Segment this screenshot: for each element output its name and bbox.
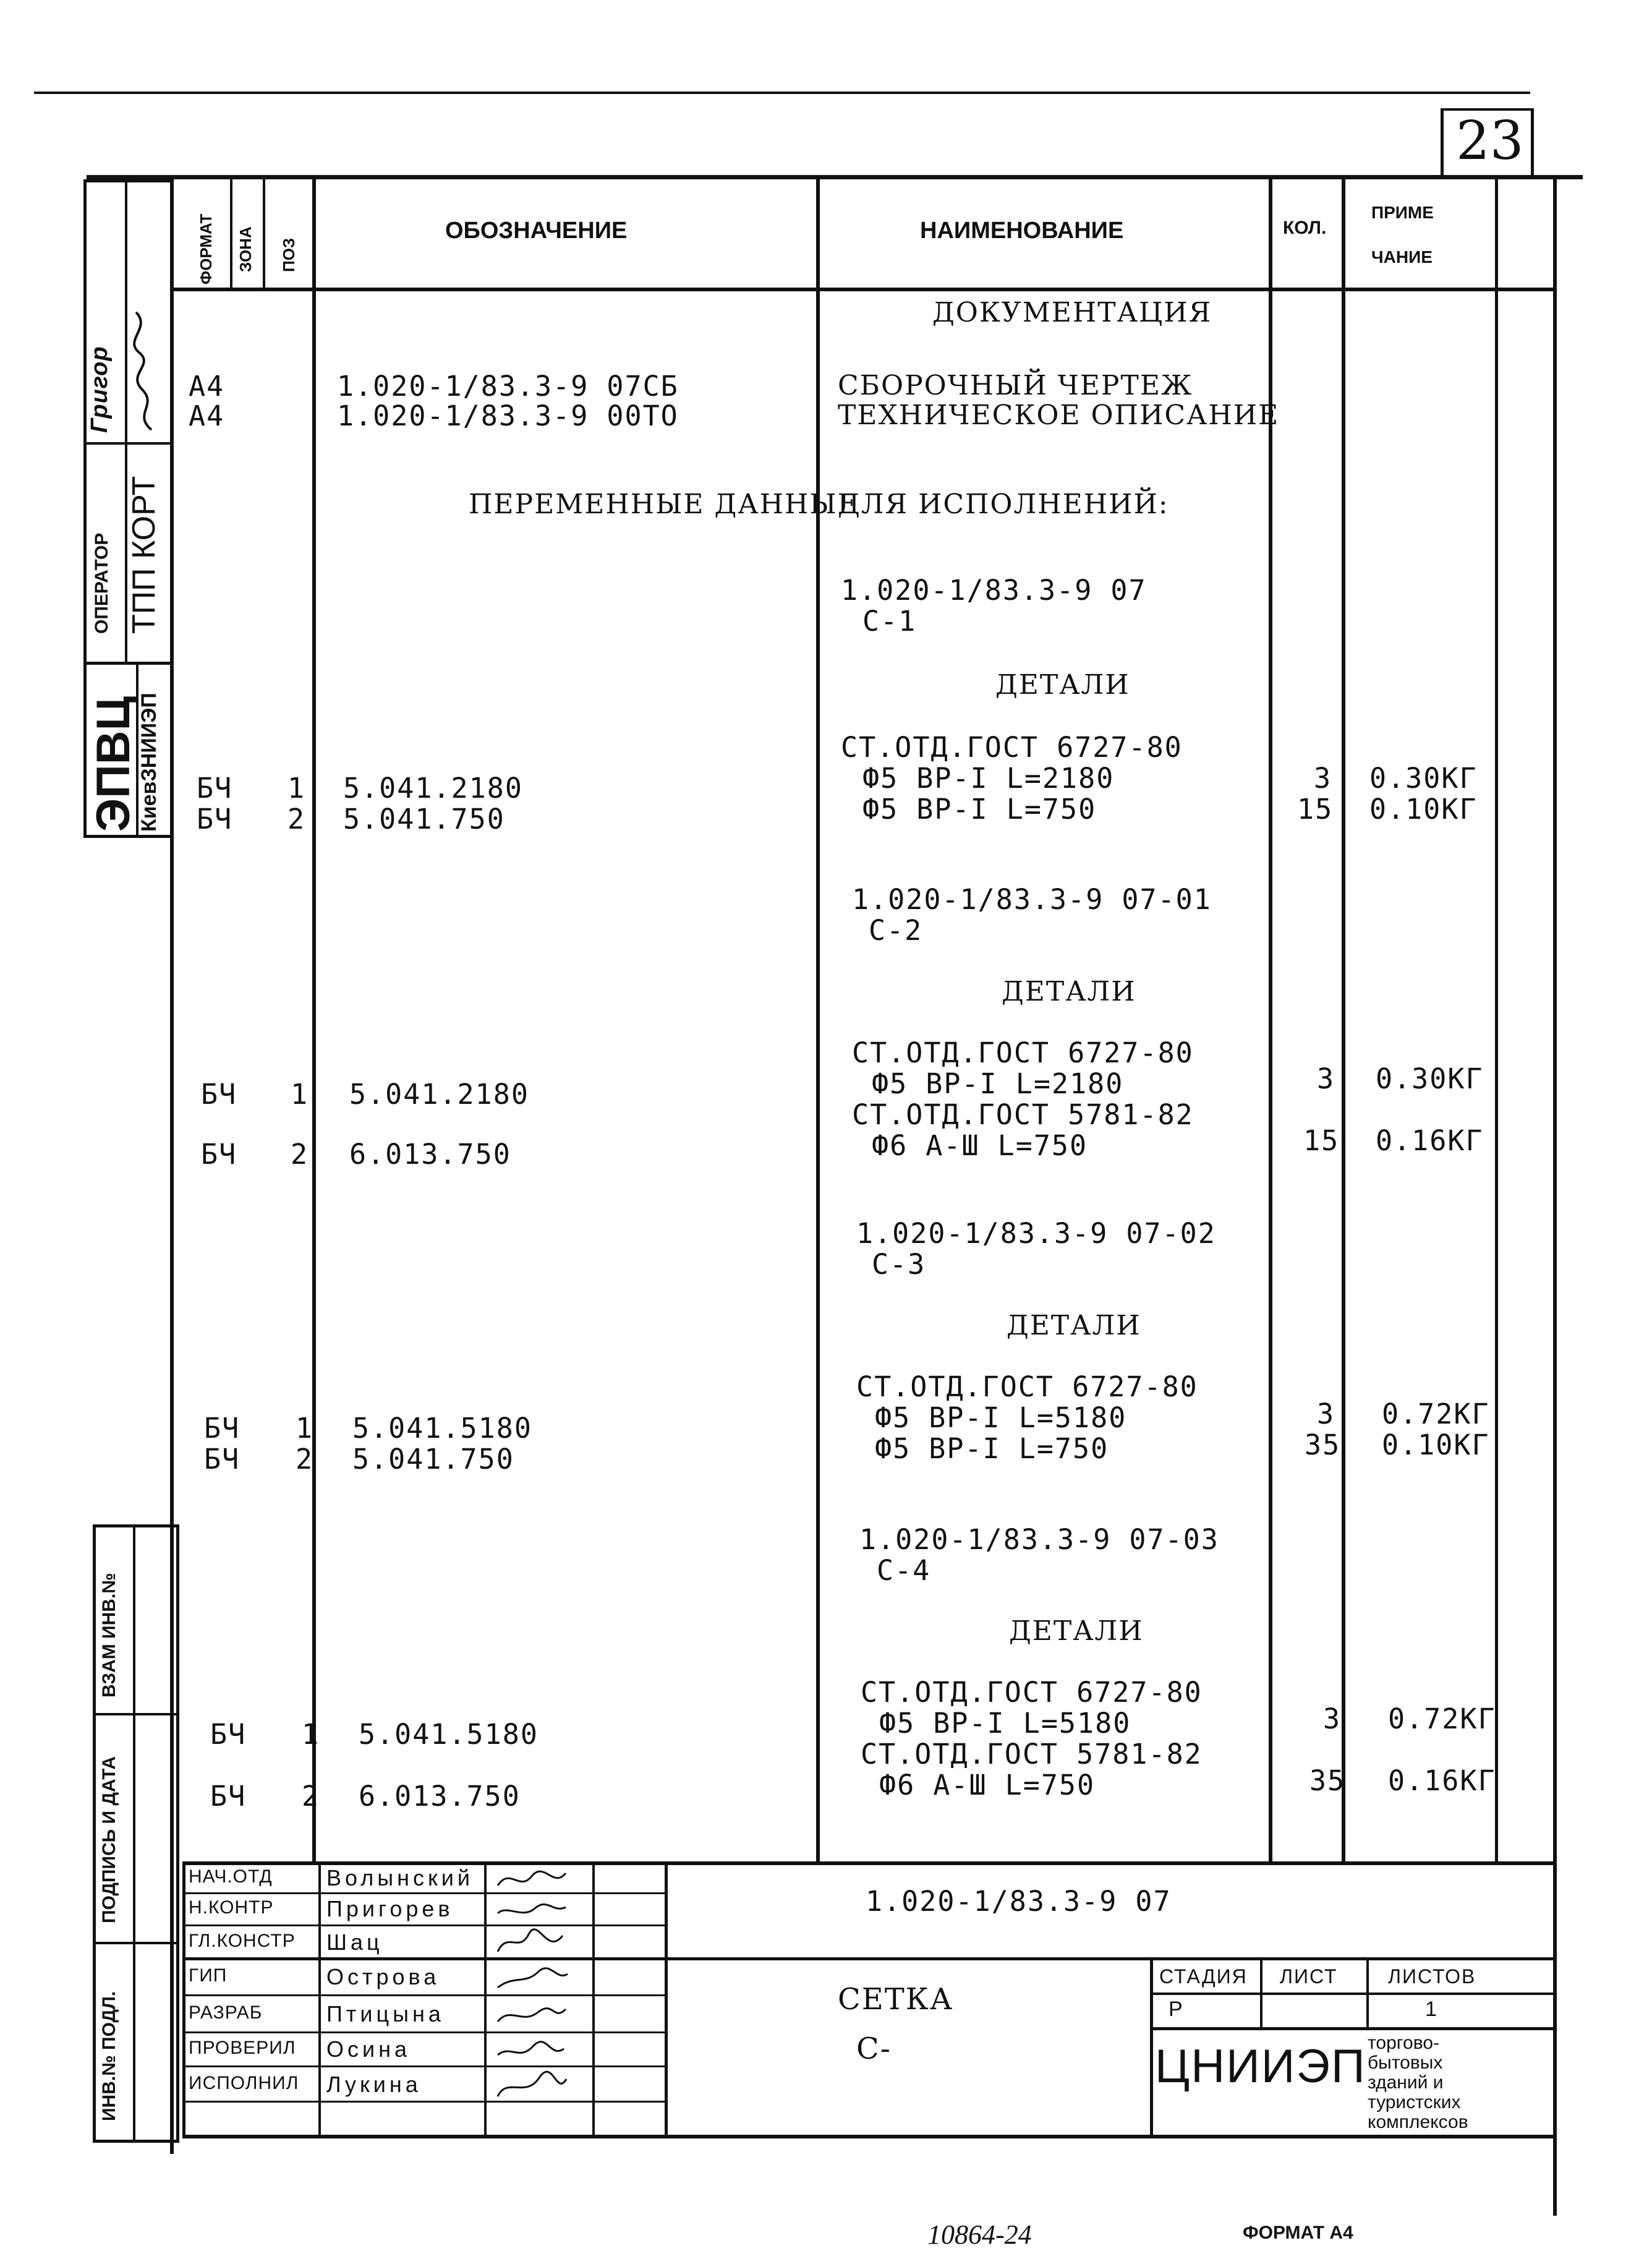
- title-role-label: ИСПОЛНИЛ: [189, 2073, 299, 2093]
- group-4-row-2-name: Ф6 А-Ш L=750: [879, 1769, 1096, 1801]
- side-inv-orig: ИНВ.№ ПОДЛ.: [99, 1991, 119, 2121]
- doc-row-1-format: А4: [189, 370, 225, 403]
- signature-icon: [495, 2035, 569, 2065]
- group-1-row-1-qty: 3: [1314, 762, 1332, 795]
- signature-icon: [495, 2070, 569, 2100]
- section-variable: ПЕРЕМЕННЫЕ ДАННЫЕ: [469, 489, 859, 520]
- group-2-details: ДЕТАЛИ: [1002, 976, 1136, 1007]
- title-role-label: ГИП: [189, 1965, 228, 1986]
- group-4-gost-2: СТ.ОТД.ГОСТ 5781-82: [861, 1738, 1203, 1770]
- org-desc-line: зданий и: [1368, 2072, 1444, 2093]
- doc-row-2-format: А4: [189, 399, 225, 432]
- group-4-row-1-desig: 5.041.5180: [359, 1718, 539, 1751]
- group-4-row-1-name: Ф5 ВР-I L=5180: [879, 1707, 1131, 1740]
- group-2-row-1-name: Ф5 ВР-I L=2180: [872, 1067, 1124, 1100]
- col-line-qty: [1342, 175, 1345, 1863]
- frame-bottom: [182, 2135, 1555, 2138]
- header-bottom: [170, 288, 1555, 291]
- group-1-row-1-pos: 1: [287, 772, 306, 805]
- title-role-label: ГЛ.КОНСТР: [189, 1931, 296, 1951]
- section-for-versions: ДЛЯ ИСПОЛНЕНИЙ:: [838, 489, 1169, 520]
- header-note-2: ЧАНИЕ: [1371, 247, 1433, 267]
- title-role-person: Птицына: [326, 2001, 445, 2027]
- title-role-person: Волынский: [326, 1865, 474, 1890]
- title-block-title: СЕТКА: [838, 1982, 954, 2017]
- side-operator: ОПЕРАТОР: [92, 532, 112, 634]
- side-sign-date: ПОДПИСЬ И ДАТА: [99, 1756, 119, 1923]
- group-4-row-2-desig: 6.013.750: [359, 1780, 521, 1813]
- doc-row-2-name: ТЕХНИЧЕСКОЕ ОПИСАНИЕ: [838, 399, 1280, 431]
- group-2-row-2-fmt: БЧ: [201, 1138, 237, 1171]
- group-1-row-2-qty: 15: [1297, 793, 1334, 826]
- frame-top: [87, 175, 1583, 179]
- footer-format: ФОРМАТ А4: [1243, 2223, 1353, 2243]
- org-desc-line: бытовых: [1368, 2052, 1443, 2073]
- doc-row-1-designation: 1.020-1/83.3-9 07СБ: [337, 370, 679, 403]
- org-desc-line: туристских: [1368, 2092, 1461, 2112]
- group-1-row-2-fmt: БЧ: [197, 803, 233, 835]
- signature-side: [127, 309, 167, 433]
- page-box-left: [1441, 108, 1444, 176]
- group-1-row-2-name: Ф5 ВР-I L=750: [862, 793, 1097, 826]
- group-2-row-2-pos: 2: [291, 1138, 309, 1171]
- section-documentation: ДОКУМЕНТАЦИЯ: [932, 297, 1212, 328]
- group-4-row-1-pos: 1: [302, 1718, 320, 1751]
- group-3-row-1-desig: 5.041.5180: [352, 1412, 532, 1445]
- group-1-row-2-desig: 5.041.750: [343, 803, 505, 835]
- title-role-label: ПРОВЕРИЛ: [189, 2038, 296, 2058]
- group-3-row-1-note: 0.72КГ: [1382, 1398, 1490, 1430]
- org-desc: [1368, 2033, 1553, 2132]
- group-1-row-1-name: Ф5 ВР-I L=2180: [862, 762, 1115, 795]
- group-3-row-1-fmt: БЧ: [204, 1412, 241, 1445]
- group-1-row-2-pos: 2: [287, 803, 306, 835]
- group-2-row-1-fmt: БЧ: [201, 1078, 237, 1111]
- doc-row-2-designation: 1.020-1/83.3-9 00ТО: [337, 399, 679, 432]
- signature-icon: [495, 1895, 569, 1924]
- header-note-1: ПРИМЕ: [1371, 203, 1434, 222]
- header-qty: КОЛ.: [1283, 218, 1327, 238]
- group-4-row-1-fmt: БЧ: [210, 1718, 247, 1751]
- group-3-row-1-qty: 3: [1317, 1398, 1335, 1430]
- title-role-label: РАЗРАБ: [189, 2002, 263, 2023]
- group-1-row-2-note: 0.10КГ: [1369, 793, 1478, 826]
- group-2-row-1-pos: 1: [291, 1078, 309, 1111]
- col-line-zone: [263, 175, 265, 289]
- sheet-label: ЛИСТ: [1280, 1965, 1338, 1988]
- group-2-row-2-note: 0.16КГ: [1376, 1124, 1484, 1157]
- title-block-left: [182, 1861, 185, 2138]
- title-role-person: Шац: [326, 1929, 383, 1955]
- sheets-value: 1: [1425, 1997, 1437, 2021]
- top-rule: [34, 92, 1530, 94]
- group-2-gost-1: СТ.ОТД.ГОСТ 6727-80: [852, 1036, 1194, 1069]
- col-line-note: [1495, 175, 1498, 1863]
- group-3-code: 1.020-1/83.3-9 07-02: [856, 1217, 1216, 1250]
- group-3-row-1-pos: 1: [296, 1412, 314, 1445]
- header-name: НАИМЕНОВАНИЕ: [920, 218, 1124, 244]
- group-4-row-2-fmt: БЧ: [210, 1780, 247, 1813]
- group-3-row-2-fmt: БЧ: [204, 1443, 241, 1476]
- header-zone: ЗОНА: [236, 226, 255, 272]
- signature-icon: [495, 1864, 569, 1894]
- col-line-designation: [816, 175, 820, 1863]
- frame-right: [1553, 175, 1557, 2216]
- header-pos: ПОЗ: [279, 237, 298, 272]
- group-2-row-1-desig: 5.041.2180: [349, 1078, 529, 1111]
- group-3-details: ДЕТАЛИ: [1007, 1310, 1141, 1341]
- group-1-mark: С-1: [862, 605, 917, 638]
- footer-inv-num: 10864-24: [927, 2219, 1032, 2250]
- group-2-mark: С-2: [869, 914, 923, 947]
- group-2-row-1-note: 0.30КГ: [1376, 1062, 1484, 1095]
- title-role-person: Пригорев: [326, 1896, 454, 1921]
- group-1-row-1-desig: 5.041.2180: [343, 772, 523, 805]
- org-desc-line: торгово-: [1368, 2033, 1440, 2053]
- group-2-row-2-qty: 15: [1303, 1124, 1340, 1157]
- group-1-row-1-fmt: БЧ: [197, 772, 233, 805]
- group-4-mark: С-4: [877, 1554, 931, 1587]
- group-4-code: 1.020-1/83.3-9 07-03: [859, 1523, 1219, 1556]
- title-role-person: Лукина: [326, 2072, 422, 2097]
- group-4-row-2-pos: 2: [302, 1780, 320, 1813]
- signature-icon: [495, 1928, 569, 1958]
- page-box-right: [1531, 108, 1534, 176]
- page-number: 23: [1456, 110, 1524, 172]
- group-3-row-1-name: Ф5 ВР-I L=5180: [875, 1401, 1127, 1434]
- group-2-code: 1.020-1/83.3-9 07-01: [852, 883, 1212, 916]
- group-3-row-2-pos: 2: [296, 1443, 314, 1476]
- title-block-subtitle: С-: [856, 2031, 892, 2066]
- title-doc-code: 1.020-1/83.3-9 07: [866, 1885, 1172, 1918]
- title-role-person: Острова: [326, 1964, 440, 1989]
- sheets-label: ЛИСТОВ: [1388, 1965, 1476, 1988]
- group-2-row-2-name: Ф6 А-Ш L=750: [872, 1129, 1088, 1162]
- group-2-row-2-desig: 6.013.750: [349, 1138, 511, 1171]
- side-kiev: КиевЗНИИЭП: [137, 693, 161, 832]
- title-role-label: Н.КОНТР: [189, 1897, 274, 1918]
- group-4-row-1-note: 0.72КГ: [1388, 1702, 1496, 1735]
- group-4-row-1-qty: 3: [1323, 1702, 1342, 1735]
- group-4-row-2-note: 0.16КГ: [1388, 1764, 1496, 1797]
- signature-icon: [495, 2000, 569, 2030]
- group-2-row-1-qty: 3: [1317, 1062, 1335, 1095]
- group-3-row-2-desig: 5.041.750: [352, 1443, 514, 1476]
- group-1-code: 1.020-1/83.3-9 07: [841, 574, 1147, 607]
- stage-value: Р: [1169, 1997, 1183, 2021]
- group-3-row-2-qty: 35: [1305, 1429, 1341, 1461]
- side-epvts: ЭПВЦ: [87, 696, 140, 832]
- group-1-row-1-note: 0.30КГ: [1369, 762, 1478, 795]
- group-2-gost-2: СТ.ОТД.ГОСТ 5781-82: [852, 1098, 1194, 1131]
- col-line-format: [230, 175, 232, 289]
- title-role-label: НАЧ.ОТД: [189, 1866, 273, 1887]
- doc-row-1-name: СБОРОЧНЫЙ ЧЕРТЕЖ: [838, 370, 1193, 401]
- org-name: ЦНИИЭП: [1155, 2040, 1366, 2093]
- header-designation: ОБОЗНАЧЕНИЕ: [445, 218, 628, 244]
- group-3-gost: СТ.ОТД.ГОСТ 6727-80: [856, 1370, 1198, 1403]
- stage-label: СТАДИЯ: [1159, 1965, 1248, 1988]
- side-inv-no: ВЗАМ ИНВ.№: [99, 1573, 119, 1698]
- group-4-details: ДЕТАЛИ: [1009, 1615, 1144, 1647]
- side-grigor: Григор: [87, 346, 113, 433]
- group-3-row-2-name: Ф5 ВР-I L=750: [875, 1432, 1109, 1465]
- side-tpp-kort: ТПП КОРТ: [126, 476, 162, 634]
- org-desc-line: комплексов: [1368, 2112, 1468, 2132]
- col-line-pos: [312, 175, 316, 1863]
- header-format: ФОРМАТ: [197, 213, 215, 284]
- group-1-details: ДЕТАЛИ: [995, 669, 1130, 701]
- group-4-row-2-qty: 35: [1309, 1764, 1346, 1797]
- title-role-person: Осина: [326, 2036, 411, 2062]
- group-4-gost-1: СТ.ОТД.ГОСТ 6727-80: [861, 1676, 1203, 1709]
- group-3-row-2-note: 0.10КГ: [1382, 1429, 1490, 1461]
- signature-icon: [495, 1963, 569, 1993]
- group-1-gost: СТ.ОТД.ГОСТ 6727-80: [841, 731, 1183, 764]
- group-3-mark: С-3: [872, 1248, 926, 1281]
